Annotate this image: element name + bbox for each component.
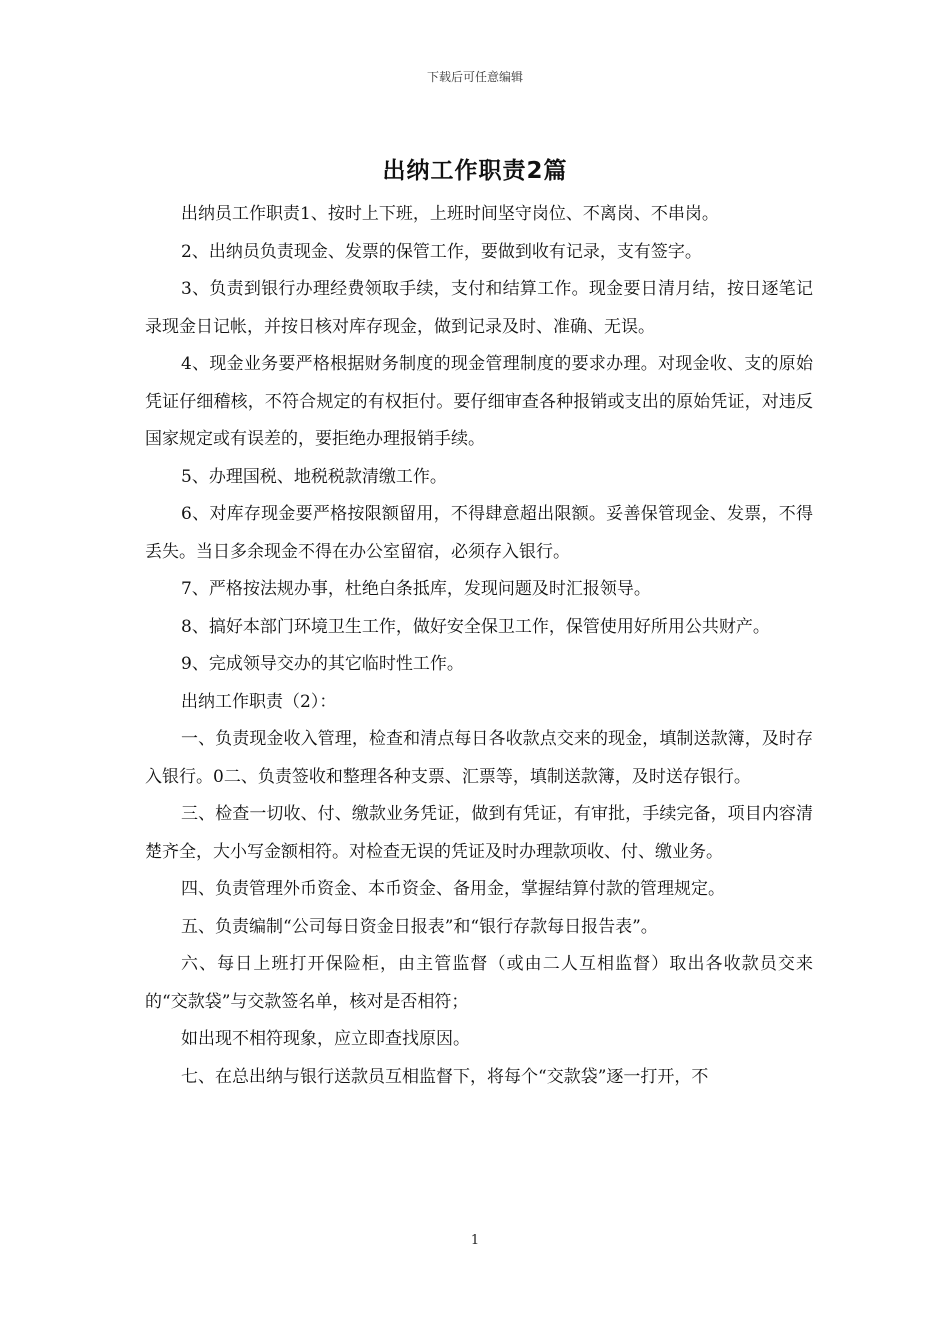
paragraph-4: 4、现金业务要严格根据财务制度的现金管理制度的要求办理。对现金收、支的原始凭证仔细稽核，不符合规定的有权拒付。要仔细审查各种报销或支出的原始凭证，对违反国家规定或有误差的，要拒绝办理报销手续。 <box>145 354 813 449</box>
paragraph-8: 8、搞好本部门环境卫生工作，做好安全保卫工作，保管使用好所用公共财产。 <box>181 616 770 637</box>
paragraph-13: 四、负责管理外币资金、本币资金、备用金，掌握结算付款的管理规定。 <box>181 879 725 899</box>
section-heading: 出纳工作职责（2）： <box>181 691 337 712</box>
paragraph-12: 三、检查一切收、付、缴款业务凭证，做到有凭证，有审批，手续完备，项目内容清楚齐全，大小写金额相符。对检查无误的凭证及时办理款项收、付、缴业务。 <box>145 804 813 862</box>
paragraph-14: 五、负责编制“公司每日资金日报表”和“银行存款每日报告表”。 <box>181 916 658 937</box>
paragraph-5: 5、办理国税、地税税款清缴工作。 <box>181 466 447 487</box>
paragraph-2: 2、出纳员负责现金、发票的保管工作，要做到收有记录，支有签字。 <box>181 241 702 262</box>
page-number: 1 <box>470 1233 480 1248</box>
paragraph-17: 七、在总出纳与银行送款员互相监督下，将每个“交款袋”逐一打开，不 <box>181 1066 709 1087</box>
paragraph-9: 9、完成领导交办的其它临时性工作。 <box>181 654 464 674</box>
paragraph-6: 6、对库存现金要严格按限额留用，不得肆意超出限额。妥善保管现金、发票，不得丢失。当日多余现金不得在办公室留宿，必须存入银行。 <box>145 504 813 562</box>
header-note: 下载后可任意编辑 <box>426 70 523 84</box>
paragraph-3: 3、负责到银行办理经费领取手续，支付和结算工作。现金要日清月结，按日逐笔记录现金日记帐，并按日核对库存现金，做到记录及时、准确、无误。 <box>145 279 813 337</box>
document-body <box>145 196 813 1096</box>
paragraph-11: 一、负责现金收入管理，检查和清点每日各收款点交来的现金，填制送款簿，及时存入银行。0二、负责签收和整理各种支票、汇票等，填制送款簿，及时送存银行。 <box>145 729 813 787</box>
paragraph-16: 如出现不相符现象，应立即查找原因。 <box>181 1029 470 1049</box>
paragraph-15: 六、每日上班打开保险柜，由主管监督（或由二人互相监督）取出各收款员交来的“交款袋”与交款签名单，核对是否相符； <box>145 954 813 1012</box>
paragraph-1: 出纳员工作职责1、按时上下班，上班时间坚守岗位、不离岗、不串岗。 <box>181 204 719 224</box>
paragraph-7: 7、严格按法规办事，杜绝白条抵库，发现问题及时汇报领导。 <box>181 579 651 599</box>
document-title: 出纳工作职责2篇 <box>382 158 568 184</box>
